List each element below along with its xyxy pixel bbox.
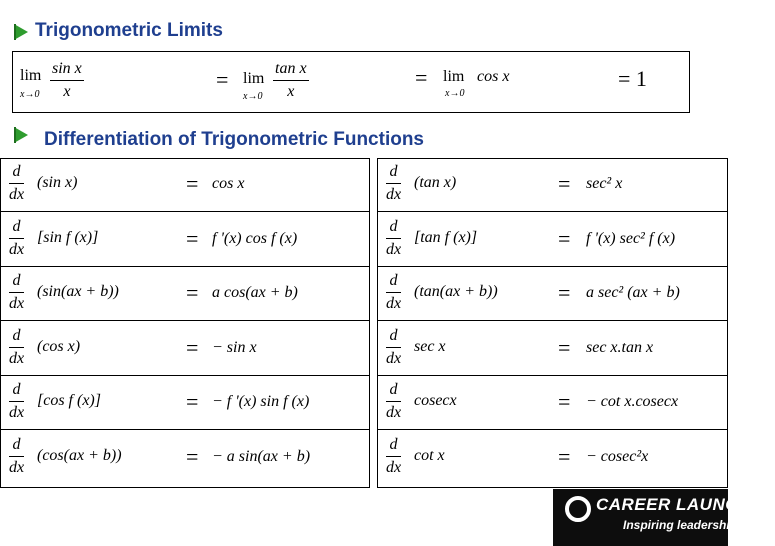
derivative-rhs: sec² x xyxy=(586,175,623,192)
d-dx-operator: d dx xyxy=(386,217,402,258)
logo-tagline: Inspiring leadership xyxy=(623,518,738,532)
limit-result: = 1 xyxy=(618,66,647,91)
derivative-row xyxy=(378,268,727,321)
derivative-rhs: sec x.tan x xyxy=(586,338,654,356)
d-dx-operator: d dx xyxy=(9,217,25,258)
derivative-row xyxy=(378,159,727,212)
lim-subscript: x→0 xyxy=(20,89,40,100)
equals-sign: = xyxy=(186,171,199,196)
derivative-rhs: − cot x.cosecx xyxy=(586,393,679,410)
equals-sign: = xyxy=(558,389,571,414)
derivative-table-left xyxy=(0,158,370,488)
equals-sign: = xyxy=(415,65,428,90)
derivative-rhs: − f '(x) sin f (x) xyxy=(212,393,310,410)
d-dx-operator: d dx xyxy=(9,163,25,204)
derivative-row xyxy=(1,432,369,485)
derivative-rhs: f '(x) sec² f (x) xyxy=(586,229,676,247)
derivative-lhs: (cos(ax + b)) xyxy=(37,446,122,464)
derivative-row xyxy=(1,214,369,267)
d-dx-operator: d dx xyxy=(9,435,25,476)
logo-name: CAREER LAUNCHER xyxy=(596,495,775,514)
equals-sign: = xyxy=(558,171,571,196)
d-dx-operator: d dx xyxy=(386,272,402,313)
d-dx-operator: d dx xyxy=(9,381,25,422)
section-title-differentiation: Differentiation of Trigonometric Functions xyxy=(44,129,424,150)
derivative-lhs: cot x xyxy=(414,446,445,464)
derivative-rhs: a cos(ax + b) xyxy=(212,284,298,301)
derivative-lhs: (tan x) xyxy=(414,174,457,191)
lim-subscript: x→0 xyxy=(445,88,465,99)
bullet-icon xyxy=(14,24,28,40)
equals-sign: = xyxy=(558,225,571,251)
d-dx-operator: d dx xyxy=(386,435,402,476)
derivative-lhs: [tan f (x)] xyxy=(414,228,478,246)
logo-mark-icon xyxy=(565,496,591,522)
derivative-lhs: (tan(ax + b)) xyxy=(414,283,498,300)
derivative-row xyxy=(1,268,369,321)
lim-label: lim xyxy=(243,70,265,87)
d-dx-operator: d dx xyxy=(386,163,402,204)
equals-sign: = xyxy=(186,225,199,251)
derivative-lhs: (cos x) xyxy=(37,337,81,355)
derivative-lhs: (sin(ax + b)) xyxy=(37,283,119,300)
limits-box xyxy=(12,51,690,113)
derivative-rhs: a sec² (ax + b) xyxy=(586,284,680,301)
derivative-lhs: (sin x) xyxy=(37,174,78,191)
d-dx-operator: d dx xyxy=(9,272,25,313)
derivative-rhs: cos x xyxy=(212,175,245,192)
d-dx-operator: d dx xyxy=(386,326,402,367)
limit-fraction-tan: tan x x xyxy=(275,60,307,101)
lim-subscript: x→0 xyxy=(243,91,263,102)
equals-sign: = xyxy=(558,443,571,469)
derivative-table-right xyxy=(377,158,728,488)
derivative-rhs: − sin x xyxy=(212,338,257,356)
limit-fraction-sin: sin x x xyxy=(52,60,82,101)
lim-label: lim xyxy=(443,68,465,85)
equals-sign: = xyxy=(558,334,571,360)
equals-sign: = xyxy=(186,389,199,414)
career-launcher-logo xyxy=(553,489,775,546)
derivative-row xyxy=(378,377,727,430)
lim-label: lim xyxy=(20,67,42,84)
d-dx-operator: d dx xyxy=(9,326,25,367)
derivative-row xyxy=(1,377,369,430)
derivative-lhs: sec x xyxy=(414,337,446,355)
derivative-lhs: [cos f (x)] xyxy=(37,392,101,409)
equals-sign: = xyxy=(558,280,571,305)
derivative-row xyxy=(1,159,369,212)
derivative-lhs: cosecx xyxy=(414,392,457,409)
equals-sign: = xyxy=(216,67,229,92)
limit-cos: cos x xyxy=(477,68,510,85)
derivative-rhs: f '(x) cos f (x) xyxy=(212,229,298,247)
equals-sign: = xyxy=(186,280,199,305)
derivative-row xyxy=(378,214,727,267)
d-dx-operator: d dx xyxy=(386,381,402,422)
derivative-row xyxy=(378,432,727,485)
derivative-row xyxy=(378,323,727,376)
derivative-row xyxy=(1,323,369,376)
equals-sign: = xyxy=(186,334,199,360)
derivative-lhs: [sin f (x)] xyxy=(37,228,99,246)
equals-sign: = xyxy=(186,443,199,469)
derivative-rhs: − cosec²x xyxy=(586,447,649,465)
derivative-rhs: − a sin(ax + b) xyxy=(212,447,311,465)
section-title-limits: Trigonometric Limits xyxy=(35,20,223,41)
bullet-icon xyxy=(14,127,28,143)
